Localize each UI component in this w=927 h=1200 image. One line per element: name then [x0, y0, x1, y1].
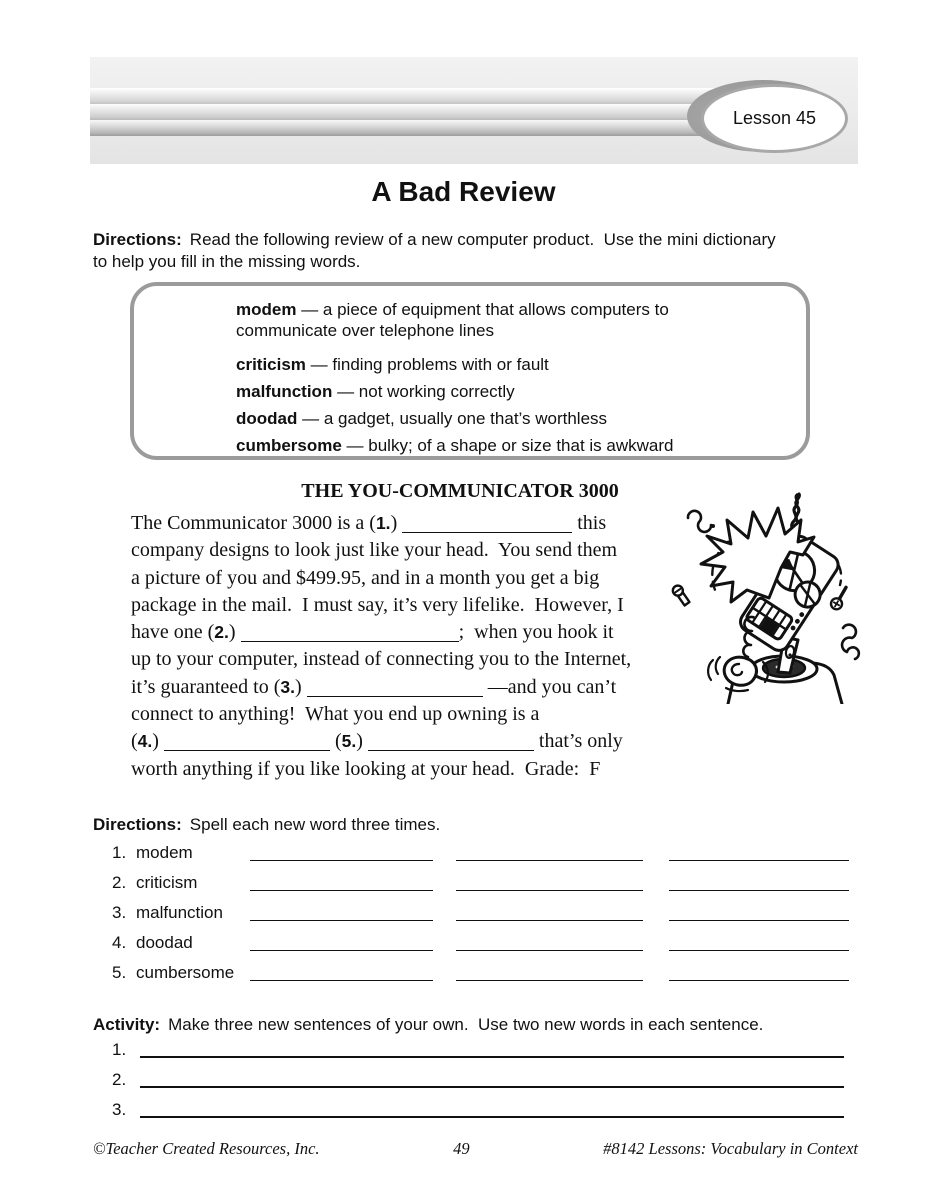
passage-heading: THE YOU-COMMUNICATOR 3000: [301, 480, 619, 502]
spelling-blank[interactable]: [456, 918, 643, 921]
dictionary-definition: — a piece of equipment that allows computers to communicate over telephone lines: [236, 300, 674, 340]
passage-line: [131, 537, 696, 564]
passage-text: (: [131, 730, 138, 753]
directions-text-line1: Read the following review of a new computer product. Use the mini dictionary: [189, 230, 776, 249]
spelling-blank[interactable]: [456, 978, 643, 981]
dictionary-list: [236, 299, 782, 456]
directions-label: Directions:: [93, 230, 182, 249]
passage-text: package in the mail. I must say, it’s very lifelike. However, I: [131, 593, 624, 616]
activity-text: Make three new sentences of your own. Use two new words in each sentence.: [168, 1015, 764, 1034]
fill-in-blank[interactable]: [368, 748, 534, 751]
activity-label: Activity:: [93, 1015, 161, 1034]
directions-label: Directions:: [93, 815, 182, 834]
passage-text: that’s only: [533, 730, 623, 753]
spelling-row: [93, 963, 865, 993]
passage-line: [131, 510, 696, 537]
spelling-blank[interactable]: [250, 918, 433, 921]
blank-number: 5.: [341, 731, 357, 752]
spelling-word: criticism: [136, 873, 198, 892]
copyright-text: ©Teacher Created Resources, Inc.: [93, 1139, 320, 1158]
spelling-blank[interactable]: [456, 948, 643, 951]
fill-in-blank[interactable]: [241, 639, 459, 642]
lesson-banner: [90, 57, 858, 164]
spelling-blank[interactable]: [669, 978, 849, 981]
screw-icon: [829, 585, 851, 612]
spelling-blank[interactable]: [250, 948, 433, 951]
spelling-list: [93, 843, 865, 993]
activity-number: 1.: [112, 1040, 127, 1059]
passage-text: ): [295, 675, 307, 698]
passage-text: ; when you hook it: [458, 621, 614, 644]
dictionary-entry: [236, 299, 738, 341]
dictionary-term: modem: [236, 300, 297, 319]
passage-text: (: [329, 730, 342, 753]
activity-number: 3.: [112, 1100, 127, 1119]
book-title: #8142 Lessons: Vocabulary in Context: [603, 1139, 858, 1158]
passage-text: worth anything if you like looking at your head. Grade: F: [131, 757, 601, 780]
directions-read: [93, 229, 857, 272]
directions-spell: [93, 814, 857, 836]
passage-text: connect to anything! What you end up owning is a: [131, 703, 540, 726]
dictionary-entry: [236, 381, 738, 402]
spelling-number: 5.: [112, 963, 127, 982]
passage-line: [131, 728, 696, 755]
activity-section: [93, 1014, 857, 1036]
activity-blank[interactable]: [140, 1084, 844, 1088]
spelling-blank[interactable]: [669, 858, 849, 861]
passage-text: have one (: [131, 621, 215, 644]
activity-row: [93, 1100, 865, 1130]
passage-line: [131, 674, 696, 701]
page-title: A Bad Review: [371, 176, 556, 207]
spelling-number: 1.: [112, 843, 127, 862]
lesson-badge-label: Lesson 45: [732, 108, 817, 128]
passage-text: a picture of you and $499.95, and in a month you get a big: [131, 566, 600, 589]
passage-text: The Communicator 3000 is a (: [131, 512, 376, 534]
activity-blank[interactable]: [140, 1114, 844, 1118]
mini-dictionary-box: [130, 282, 810, 460]
passage-line: [131, 756, 696, 783]
passage-line: [131, 701, 696, 728]
dictionary-term: cumbersome: [236, 436, 342, 455]
blank-number: 1.: [375, 513, 391, 533]
passage-text: —and you can’t: [482, 675, 617, 698]
directions-text: Spell each new word three times.: [189, 815, 441, 834]
spelling-blank[interactable]: [669, 888, 849, 891]
dictionary-entry: [236, 354, 738, 375]
page-footer: [93, 1139, 858, 1159]
passage-line: [131, 565, 696, 592]
blank-number: 4.: [137, 731, 153, 752]
spelling-blank[interactable]: [669, 948, 849, 951]
dictionary-term: malfunction: [236, 382, 333, 401]
spelling-number: 2.: [112, 873, 127, 892]
lesson-badge: [701, 84, 848, 153]
robot-head-cartoon-icon: [671, 492, 867, 704]
spelling-row: [93, 903, 865, 933]
spelling-row: [93, 843, 865, 873]
blank-number: 3.: [280, 676, 296, 697]
passage-text: ): [356, 730, 368, 753]
activity-blank[interactable]: [140, 1054, 844, 1058]
blank-number: 2.: [214, 622, 229, 643]
passage-line: [131, 592, 696, 619]
spring-icon: [688, 511, 711, 532]
passage-lines: [131, 510, 696, 783]
spelling-number: 4.: [112, 933, 127, 952]
passage-text: ): [152, 730, 164, 753]
spelling-word: malfunction: [136, 903, 223, 922]
spelling-blank[interactable]: [250, 978, 433, 981]
banner-stripe: [90, 104, 718, 120]
dictionary-entry: [236, 408, 738, 429]
spelling-word: cumbersome: [136, 963, 235, 982]
passage-text: ): [228, 621, 241, 644]
passage: [131, 510, 696, 783]
dictionary-term: criticism: [236, 355, 306, 374]
activity-row: [93, 1040, 865, 1070]
banner-stripe: [90, 88, 718, 104]
page-number: 49: [453, 1139, 470, 1158]
spelling-blank[interactable]: [669, 918, 849, 921]
directions-text-line2: to help you fill in the missing words.: [93, 251, 361, 271]
activity-number: 2.: [112, 1070, 127, 1089]
dictionary-entry: [236, 435, 738, 456]
fill-in-blank[interactable]: [402, 530, 572, 533]
screw-icon: [671, 584, 691, 607]
passage-text: it’s guaranteed to (: [131, 675, 281, 698]
spelling-word: doodad: [136, 933, 193, 952]
spring-icon: [842, 625, 859, 659]
spelling-row: [93, 873, 865, 903]
spelling-blank[interactable]: [250, 888, 433, 891]
dictionary-term: doodad: [236, 409, 298, 428]
spelling-blank[interactable]: [456, 858, 643, 861]
passage-text: company designs to look just like your head. You send them: [131, 539, 618, 562]
activity-list: [93, 1040, 865, 1130]
spelling-blank[interactable]: [456, 888, 643, 891]
dictionary-definition: — bulky; of a shape or size that is awkward: [341, 436, 674, 455]
spelling-number: 3.: [112, 903, 127, 922]
dictionary-definition: — a gadget, usually one that’s worthless: [297, 409, 608, 428]
spelling-word: modem: [136, 843, 193, 862]
spelling-row: [93, 933, 865, 963]
passage-line: [131, 646, 696, 673]
spelling-blank[interactable]: [250, 858, 433, 861]
fill-in-blank[interactable]: [164, 748, 330, 751]
dictionary-definition: — finding problems with or fault: [305, 355, 549, 374]
ear-icon: [724, 657, 756, 685]
banner-stripe: [90, 120, 718, 136]
passage-text: this: [572, 512, 607, 534]
passage-text: up to your computer, instead of connecting you to the Internet,: [131, 648, 632, 671]
activity-row: [93, 1070, 865, 1100]
passage-line: [131, 619, 696, 646]
passage-text: ): [390, 512, 403, 534]
dictionary-definition: — not working correctly: [332, 382, 515, 401]
fill-in-blank[interactable]: [307, 694, 483, 697]
